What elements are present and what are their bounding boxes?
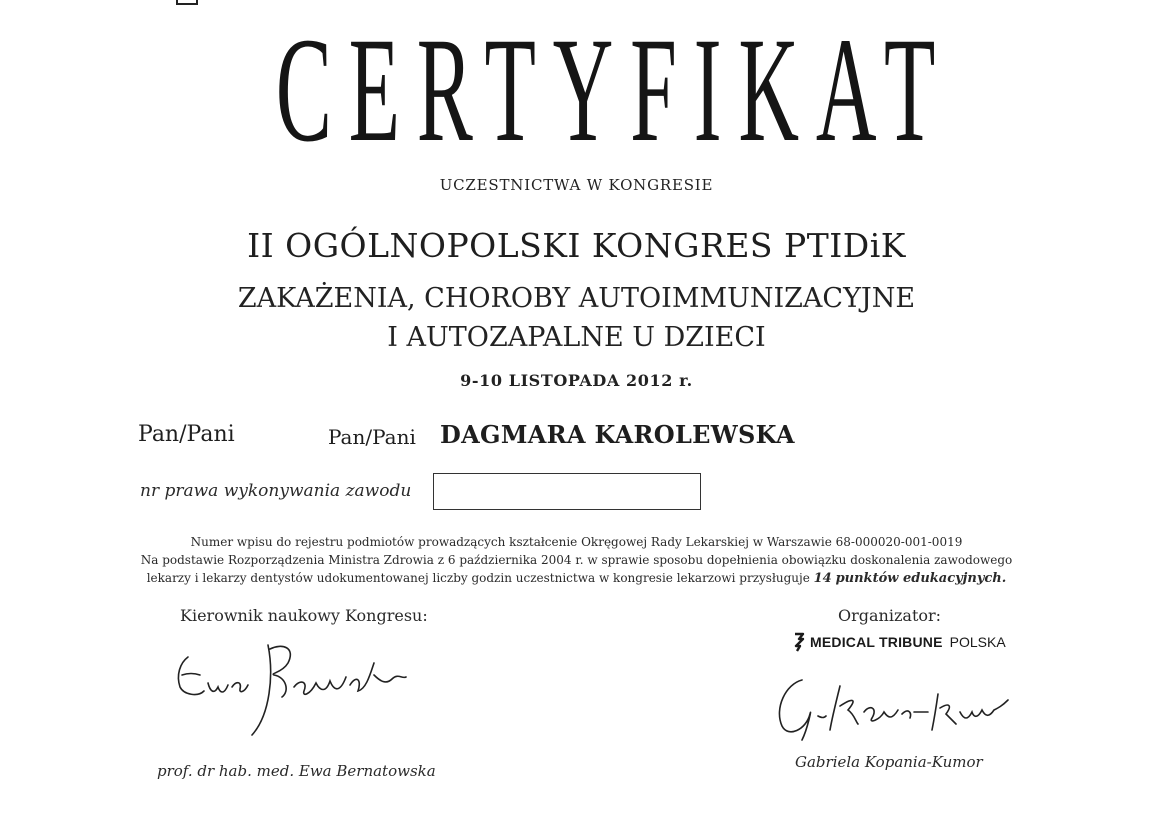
salutation-label: Pan/Pani	[138, 422, 235, 447]
salutation-inline: Pan/Pani	[328, 425, 416, 449]
participant-name: DAGMARA KAROLEWSKA	[440, 420, 795, 449]
logo-text-thin: POLSKA	[949, 634, 1006, 650]
organizer-name: Gabriela Kopania-Kumor	[795, 753, 983, 771]
congress-name: II OGÓLNOPOLSKI KONGRES PTIDiK	[247, 226, 906, 265]
director-name: prof. dr hab. med. Ewa Bernatowska	[157, 762, 436, 780]
license-number-label: nr prawa wykonywania zawodu	[140, 481, 412, 501]
points-note-text: lekarzy i lekarzy dentystów udokumentowanej liczby godzin uczestnictwa w kongresie lekarzowi przysługuje	[146, 571, 810, 585]
caduceus-icon	[792, 632, 806, 652]
points-suffix: punktów edukacyjnych.	[835, 571, 1007, 586]
congress-dates: 9-10 LISTOPADA 2012 r.	[460, 371, 693, 390]
license-number-field[interactable]	[433, 473, 701, 510]
corner-crop-mark	[176, 0, 198, 5]
certificate-title: CERTYFIKAT	[275, 7, 953, 173]
points-note	[0, 571, 1153, 586]
congress-topic-line1: ZAKAŻENIA, CHOROBY AUTOIMMUNIZACYJNE	[237, 283, 916, 314]
organizer-signature	[762, 668, 1012, 748]
registry-note: Numer wpisu do rejestru podmiotów prowadzących kształcenie Okręgowej Rady Lekarskiej w Warszawie 68-000020-001-0019	[190, 535, 963, 549]
director-signature	[170, 635, 420, 745]
logo-text-bold: MEDICAL TRIBUNE	[810, 634, 943, 650]
organizer-label: Organizator:	[838, 606, 942, 625]
medical-tribune-logo	[792, 632, 1006, 652]
certificate-subtitle: UCZESTNICTWA W KONGRESIE	[439, 176, 714, 194]
director-label: Kierownik naukowy Kongresu:	[180, 606, 428, 625]
congress-topic-line2: I AUTOZAPALNE U DZIECI	[387, 322, 766, 353]
regulation-note: Na podstawie Rozporządzenia Ministra Zdrowia z 6 października 2004 r. w sprawie sposobu dopełnienia obowiązku doskonalenia zawodowego	[140, 553, 1013, 567]
points-value: 14	[813, 571, 832, 586]
